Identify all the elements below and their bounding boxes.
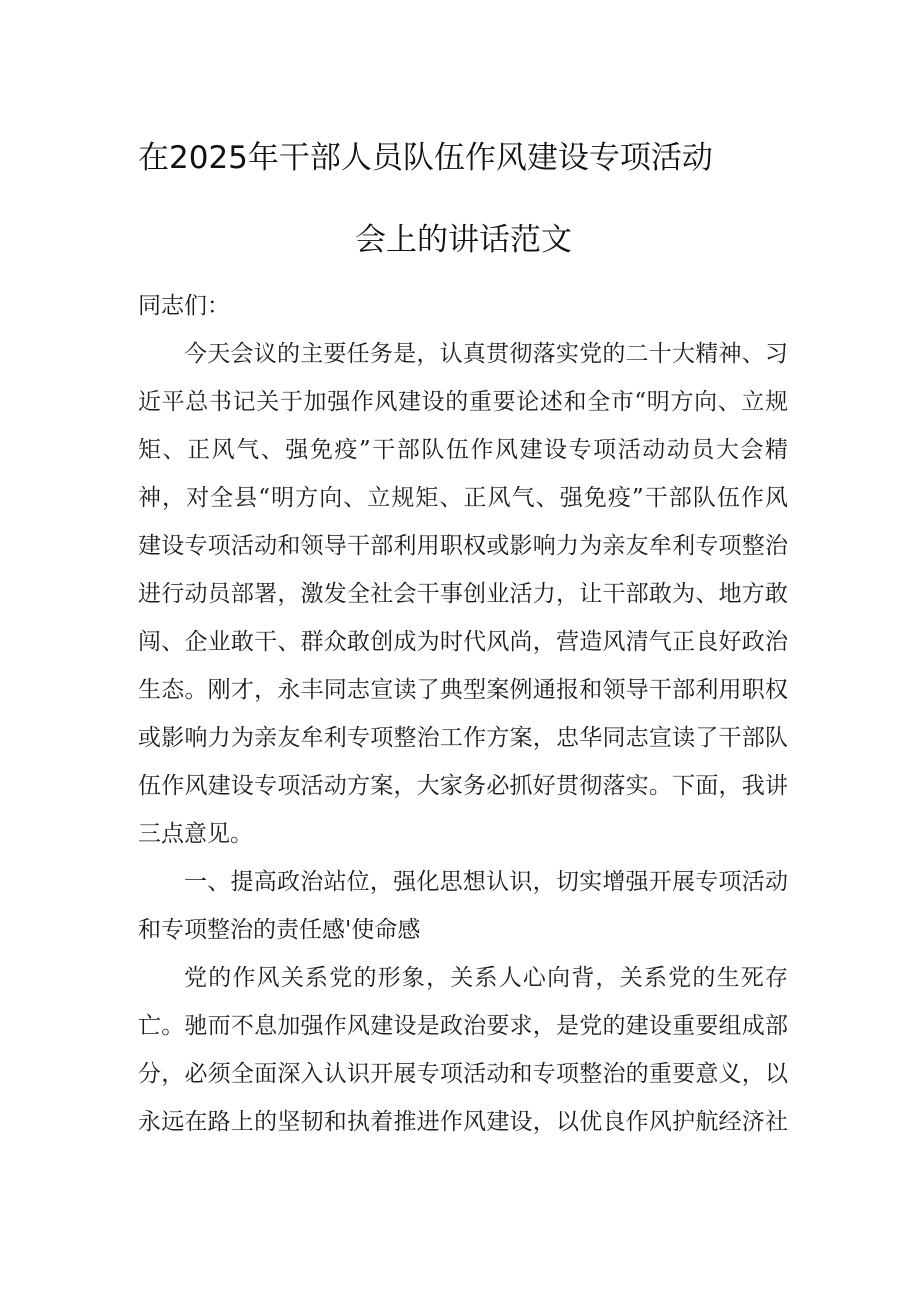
section-heading-1-line-2: 和专项整治的责任感'使命感 bbox=[138, 917, 421, 943]
paragraph-1-line-6: 进行动员部署，激发全社会干事创业活力，让干部敢为、地方敢 bbox=[138, 581, 788, 607]
salutation: 同志们： bbox=[138, 293, 230, 319]
paragraph-1-line-4: 神，对全县“明方向、立规矩、正风气、强免疫”干部队伍作风 bbox=[138, 485, 788, 511]
paragraph-1-line-9: 或影响力为亲友牟利专项整治工作方案，忠华同志宣读了干部队 bbox=[138, 725, 788, 751]
paragraph-1-line-2: 近平总书记关于加强作风建设的重要论述和全市“明方向、立规 bbox=[138, 389, 788, 415]
paragraph-1-line-5: 建设专项活动和领导干部利用职权或影响力为亲友牟利专项整治 bbox=[138, 533, 788, 559]
paragraph-1-line-10: 伍作风建设专项活动方案，大家务必抓好贯彻落实。下面，我讲 bbox=[138, 773, 788, 799]
paragraph-2-line-3: 分，必须全面深入认识开展专项活动和专项整治的重要意义，以 bbox=[138, 1061, 788, 1087]
paragraph-2-line-1: 党的作风关系党的形象，关系人心向背，关系党的生死存 bbox=[184, 965, 788, 991]
paragraph-1-line-3: 矩、正风气、强免疫”干部队伍作风建设专项活动动员大会精 bbox=[138, 437, 788, 463]
paragraph-1-line-7: 闯、企业敢干、群众敢创成为时代风尚，营造风清气正良好政治 bbox=[138, 629, 788, 655]
document-title-line-1: 在2025年干部人员队伍作风建设专项活动 bbox=[138, 140, 713, 176]
paragraph-2-line-4: 永远在路上的坚韧和执着推进作风建设，以优良作风护航经济社 bbox=[138, 1109, 788, 1135]
paragraph-1-line-1: 今天会议的主要任务是，认真贯彻落实党的二十大精神、习 bbox=[184, 341, 788, 367]
paragraph-2-line-2: 亡。驰而不息加强作风建设是政治要求，是党的建设重要组成部 bbox=[138, 1013, 788, 1039]
section-heading-1-line-1: 一、提高政治站位，强化思想认识，切实增强开展专项活动 bbox=[184, 869, 788, 895]
paragraph-1-line-8: 生态。刚才，永丰同志宣读了典型案例通报和领导干部利用职权 bbox=[138, 677, 788, 703]
document-title-line-2: 会上的讲话范文 bbox=[355, 222, 572, 258]
document-body bbox=[138, 282, 788, 1146]
paragraph-1-line-11: 三点意见。 bbox=[138, 821, 253, 847]
